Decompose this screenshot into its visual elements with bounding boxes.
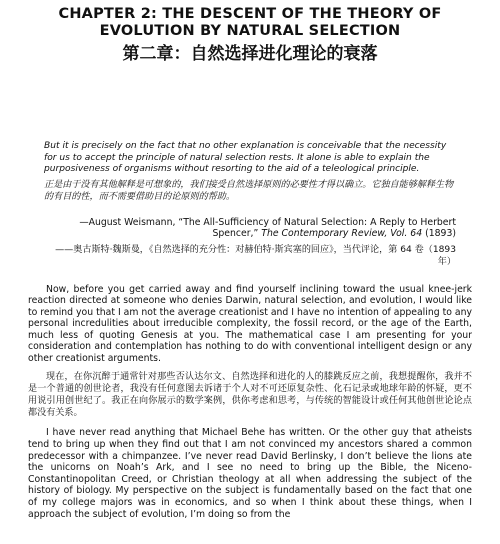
paragraph-1-cn: 现在，在你沉醉于通常针对那些否认达尔文、自然选择和进化的人的膝跳反应之前，我想提醒你，我并不是一个普通的创世论者，我没有任何意图去诉诸于个人对不可还原复杂性、化石记录或地球年龄的怀疑，更不用说引用创世纪了。我正在向你展示的数学案例，供你考虑和思考，与传统的智能设计或任何其他创世论论点都没有关系。 bbox=[28, 371, 472, 419]
chapter-title-en: CHAPTER 2: THE DESCENT OF THE THEORY OF EVOLUTION BY NATURAL SELECTION bbox=[58, 6, 442, 39]
document-page bbox=[0, 6, 500, 544]
epigraph-attribution bbox=[44, 217, 456, 240]
attribution-author: —August Weismann, “The All-Sufficiency of Natural Selection: A Reply to Herbert Spencer,” bbox=[79, 216, 456, 239]
chapter-title-cn: 第二章：自然选择进化理论的衰落 bbox=[122, 44, 378, 64]
attribution-source: The Contemporary Review, Vol. 64 bbox=[261, 228, 423, 239]
chapter-body bbox=[28, 284, 472, 521]
epigraph-quote-en: But it is precisely on the fact that no other explanation is conceivable that the necessity for us to accept the principle of natural selection rests. It alone is able to explain the purposiveness of organisms without resorting to the aid of a teleological principle. bbox=[44, 141, 447, 174]
epigraph bbox=[28, 141, 472, 268]
paragraph-1-en: Now, before you get carried away and find yourself inclining toward the usual knee-jerk reaction directed at someone who denies Darwin, natural selection, and evolution, I would like to remind you that I am not the average creationist and I have no intention of appealing to any personal incredulities about irreducible complexity, the fossil record, or the age of the Earth, much less of quoting Genesis at you. The mathematical case I am presenting for your consideration and contemplation has nothing to do with conventional intelligent design or any other creationist arguments. bbox=[28, 283, 472, 365]
paragraph-2-en: I have never read anything that Michael Behe has written. Or the other guy that atheists tend to bring up when they find out that I am not convinced my ancestors shared a common predecessor with a chimpanzee. I’ve never read David Berlinsky, I don’t believe the lions ate the unicorns on Noah’s Ark, and I see no need to bring up the Bible, the Niceno-Constantinopolitan Creed, or Christian theology at all when addressing the subject of the history of biology. My perspective on the subject is fundamentally based on the fact that one of my college majors was in economics, and so when I think about these things, when I approach the subject of evolution, I’m doing so from the bbox=[28, 427, 472, 520]
attribution-year: (1893) bbox=[422, 228, 456, 239]
epigraph-quote-cn: 正是由于没有其他解释是可想象的，我们接受自然选择原则的必要性才得以确立。它独自能够解释生物的有目的性，而不需要借助目的论原则的帮助。 bbox=[44, 179, 454, 202]
epigraph-attribution-cn: ——奥古斯特·魏斯曼，《自然选择的充分性：对赫伯特·斯宾塞的回应》，当代评论，第 64 卷（1893 年） bbox=[55, 244, 456, 267]
